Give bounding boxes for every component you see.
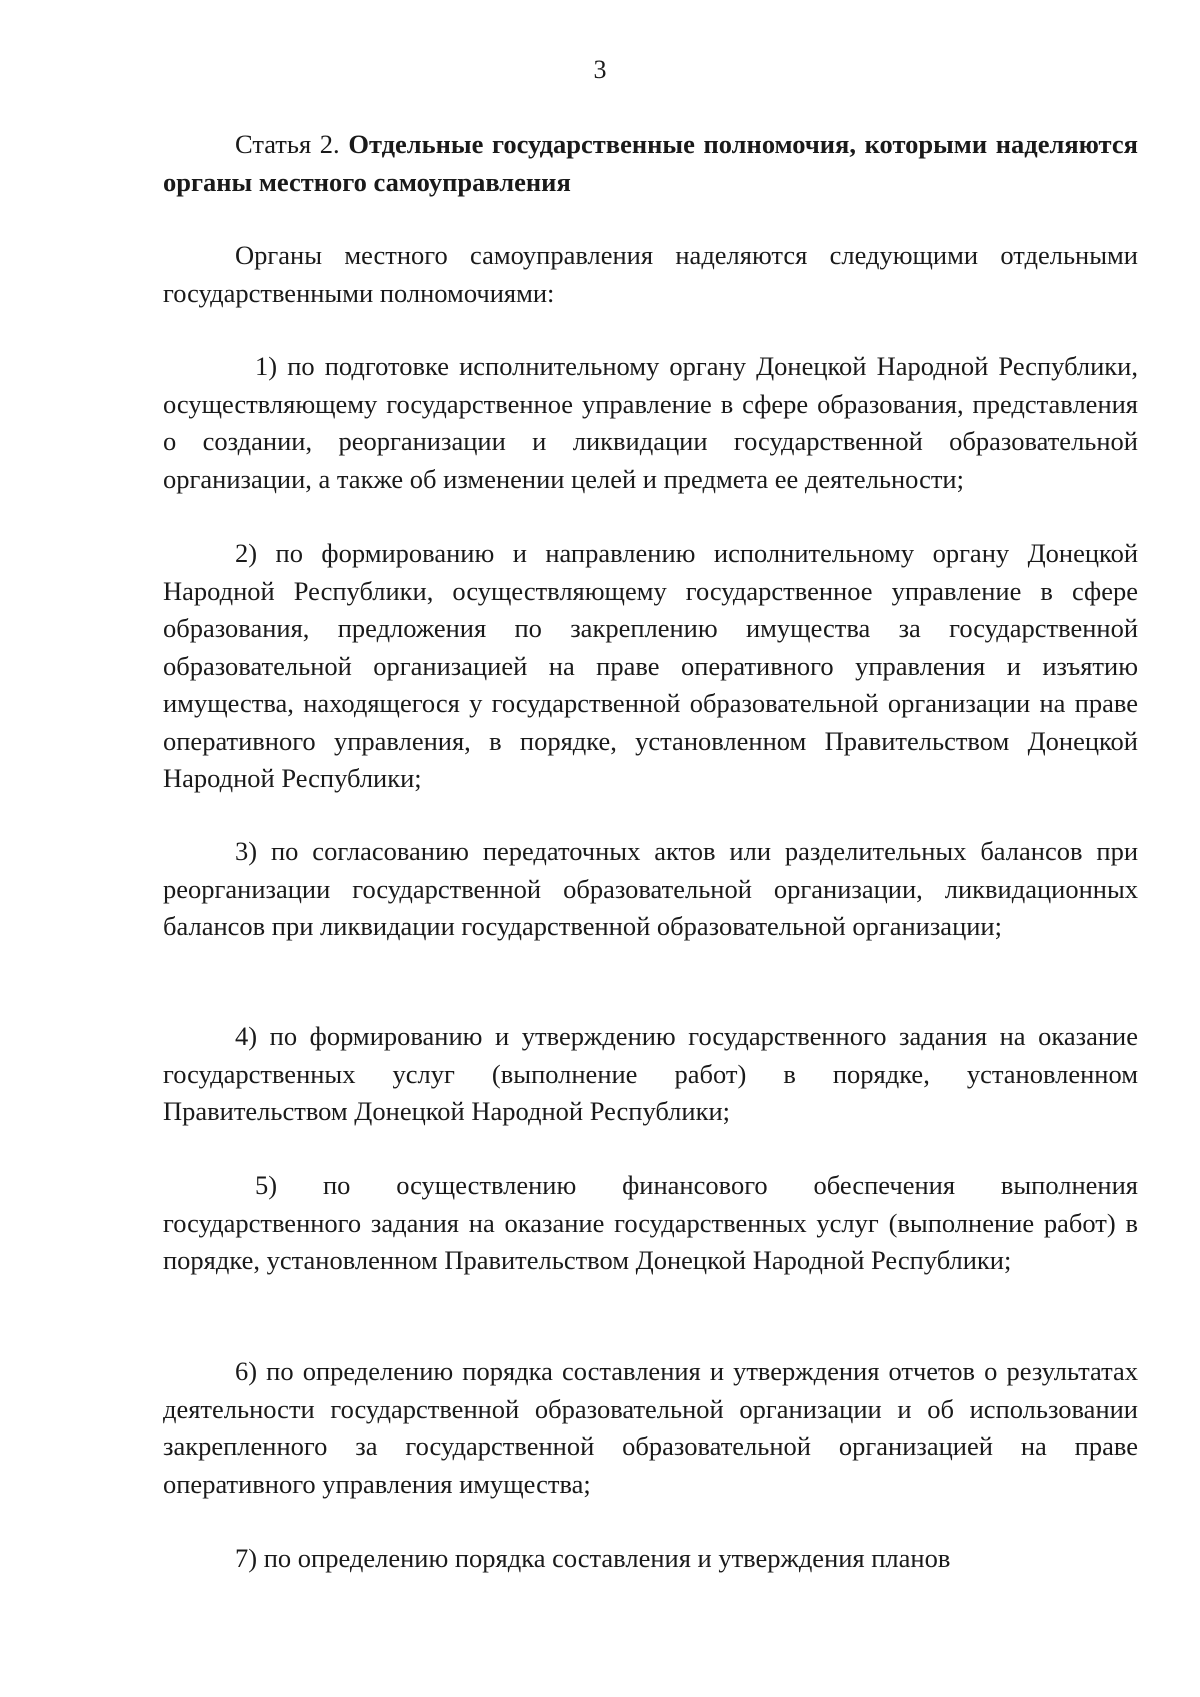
list-item-3 xyxy=(163,833,1138,946)
article-prefix: Статья 2. xyxy=(235,129,340,159)
item-number: 7) xyxy=(235,1543,258,1573)
item-text: по определению порядка составления и утверждения планов xyxy=(263,1543,951,1573)
item-number: 1) xyxy=(255,351,278,381)
list-item-6 xyxy=(163,1353,1138,1503)
list-item-2 xyxy=(163,535,1138,798)
item-text: по осуществлению финансового обеспечения выполнения государственного задания на оказание государственных услуг (выполнение работ) в порядке, установленном Правительством Донецкой Народной Республики; xyxy=(163,1170,1138,1275)
intro-paragraph: Органы местного самоуправления наделяются следующими отдельными государственными полномочиями: xyxy=(163,240,1138,308)
page-number: 3 xyxy=(593,55,607,84)
item-text: по формированию и направлению исполнительному органу Донецкой Народной Республики, осуществляющему государственное управление в сфере образования, предложения по закреплению имущества за государственной образовательной организацией на праве оперативного управления и изъятию имущества, находящегося у государственной образовательной организации на праве оперативного управления, в порядке, установленном Правительством Донецкой Народной Республики; xyxy=(163,538,1138,793)
article-heading xyxy=(163,126,1138,201)
item-text: по формированию и утверждению государственного задания на оказание государственных услуг (выполнение работ) в порядке, установленном Правительством Донецкой Народной Республики; xyxy=(163,1021,1138,1126)
list-item-4 xyxy=(163,1018,1138,1131)
item-number: 4) xyxy=(235,1021,258,1051)
list-item-7 xyxy=(163,1540,1138,1578)
item-number: 3) xyxy=(235,836,258,866)
item-text: по подготовке исполнительному органу Донецкой Народной Республики, осуществляющему государственное управление в сфере образования, представления о создании, реорганизации и ликвидации государственной образовательной организации, а также об изменении целей и предмета ее деятельности; xyxy=(163,351,1138,494)
item-text: по согласованию передаточных актов или разделительных балансов при реорганизации государственной образовательной организации, ликвидационных балансов при ликвидации государственной образовательной организации; xyxy=(163,836,1139,941)
item-number: 5) xyxy=(255,1170,278,1200)
item-number: 6) xyxy=(235,1356,258,1386)
list-item-1 xyxy=(163,348,1138,498)
list-item-5 xyxy=(163,1167,1138,1280)
article-title: Отдельные государственные полномочия, которыми наделяются органы местного самоуправления xyxy=(163,129,1138,197)
item-text: по определению порядка составления и утверждения отчетов о результатах деятельности государственной образовательной организации и об использовании закрепленного за государственной образовательной организацией на праве оперативного управления имущества; xyxy=(163,1356,1139,1499)
item-number: 2) xyxy=(235,538,258,568)
